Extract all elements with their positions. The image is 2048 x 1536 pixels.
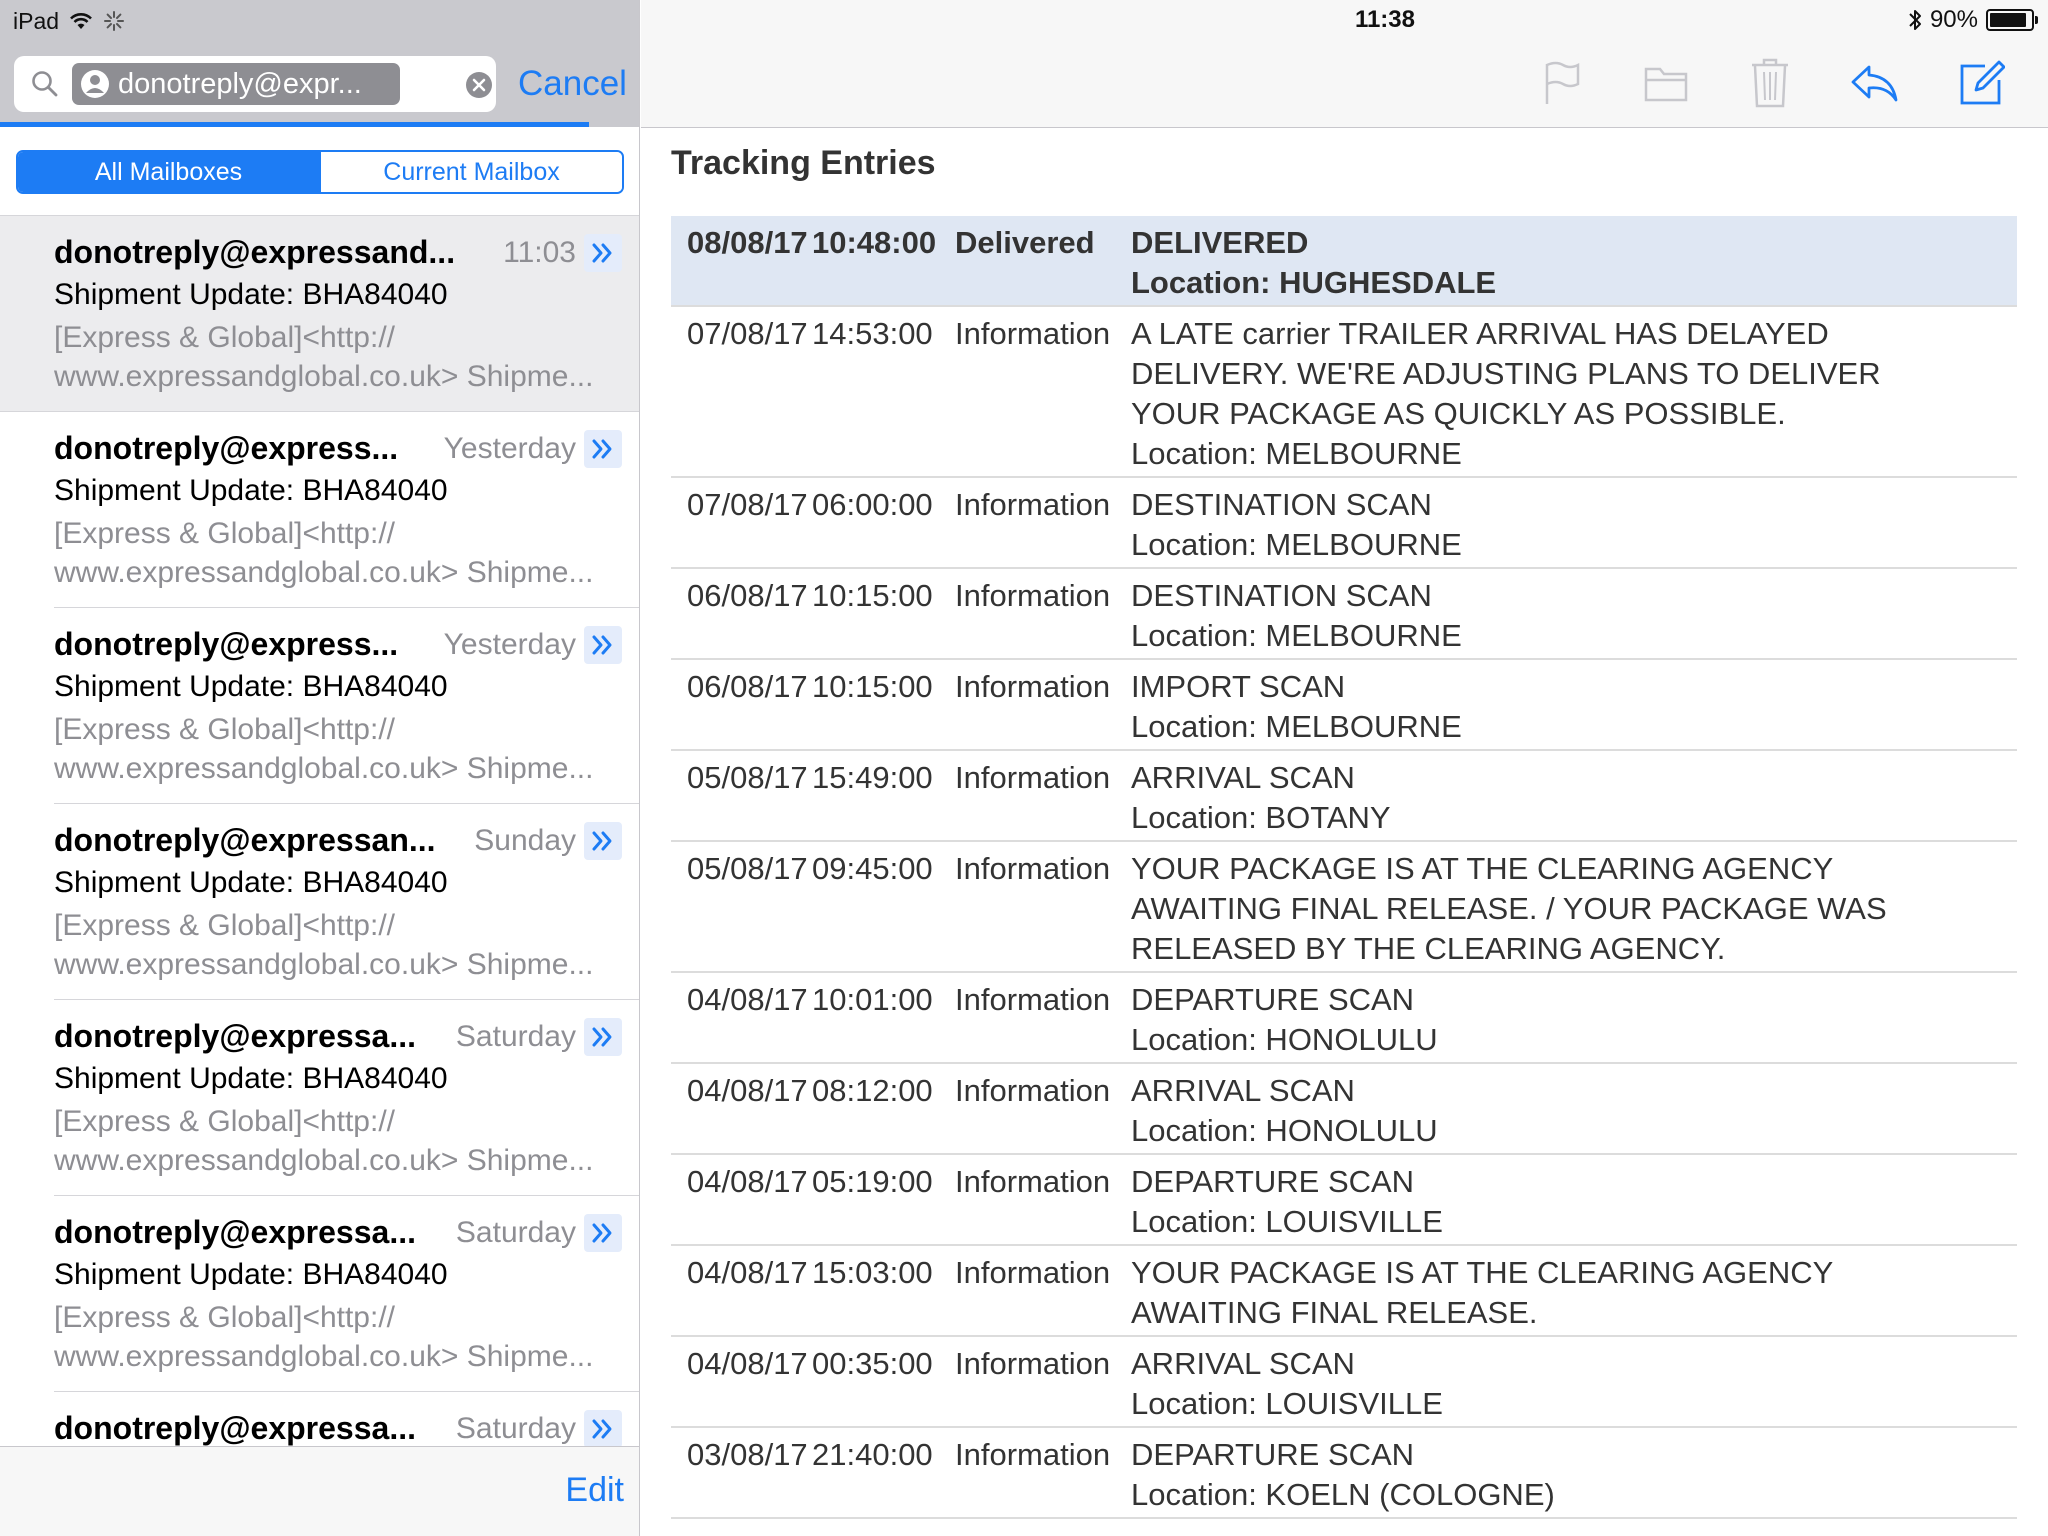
mail-date: Saturday bbox=[455, 1216, 576, 1249]
mail-list-item[interactable] bbox=[0, 804, 640, 1000]
mail-preview bbox=[54, 906, 614, 984]
mail-list-item[interactable] bbox=[0, 1196, 640, 1392]
tracking-row bbox=[671, 1154, 2017, 1245]
tracking-description-line: DESTINATION SCAN bbox=[1131, 578, 1432, 613]
mail-subject: Shipment Update: BHA84040 bbox=[54, 278, 448, 311]
tracking-table bbox=[671, 216, 2017, 1519]
tracking-status: Information bbox=[955, 851, 1111, 886]
tracking-time: 21:40:00 bbox=[812, 1437, 933, 1472]
tracking-row bbox=[671, 659, 2017, 750]
tracking-description-line: Location: HONOLULU bbox=[1131, 1113, 1438, 1148]
mail-date: Yesterday bbox=[443, 628, 576, 661]
flag-icon bbox=[1542, 60, 1582, 106]
tracking-time: 15:49:00 bbox=[812, 760, 933, 795]
mail-date: 11:03 bbox=[503, 236, 576, 269]
tracking-description-line: Location: MELBOURNE bbox=[1131, 436, 1462, 471]
trash-icon bbox=[1750, 58, 1790, 108]
tracking-status: Information bbox=[955, 487, 1111, 522]
activity-spinner-icon bbox=[103, 10, 125, 32]
wifi-icon bbox=[69, 12, 93, 30]
tracking-description-line: AWAITING FINAL RELEASE. bbox=[1131, 1295, 1538, 1330]
tracking-date: 04/08/17 bbox=[687, 1346, 808, 1381]
mail-preview bbox=[54, 318, 614, 396]
mail-preview-line: [Express & Global]<http:// bbox=[54, 321, 396, 354]
tracking-description-line: YOUR PACKAGE IS AT THE CLEARING AGENCY bbox=[1131, 851, 1834, 886]
tracking-description bbox=[1131, 568, 2017, 659]
mail-sender: donotreply@expressand... bbox=[54, 234, 456, 270]
reply-icon bbox=[1849, 63, 1899, 103]
tracking-row bbox=[671, 477, 2017, 568]
mail-preview-line: www.expressandglobal.co.uk> Shipme... bbox=[54, 1340, 594, 1373]
mail-preview-line: [Express & Global]<http:// bbox=[54, 517, 396, 550]
tracking-status: Information bbox=[955, 316, 1111, 351]
move-button[interactable] bbox=[1639, 56, 1693, 110]
tracking-date: 06/08/17 bbox=[687, 578, 808, 613]
mail-preview-line: www.expressandglobal.co.uk> Shipme... bbox=[54, 948, 594, 981]
thread-chevron-icon[interactable] bbox=[584, 234, 622, 272]
mail-preview-line: [Express & Global]<http:// bbox=[54, 713, 396, 746]
tracking-description-line: RELEASED BY THE CLEARING AGENCY. bbox=[1131, 931, 1726, 966]
mail-sender: donotreply@expressan... bbox=[54, 822, 436, 858]
tracking-time: 10:01:00 bbox=[812, 982, 933, 1017]
bluetooth-icon bbox=[1908, 8, 1922, 32]
mail-sender: donotreply@express... bbox=[54, 430, 399, 466]
double-chevron-icon bbox=[591, 1222, 615, 1244]
mail-sender: donotreply@expressa... bbox=[54, 1410, 416, 1446]
tracking-time: 09:45:00 bbox=[812, 851, 933, 886]
tracking-date: 03/08/17 bbox=[687, 1437, 808, 1472]
tracking-status: Information bbox=[955, 982, 1111, 1017]
tracking-time: 05:19:00 bbox=[812, 1164, 933, 1199]
scope-current-mailbox[interactable]: Current Mailbox bbox=[319, 152, 622, 192]
tracking-description-line: DESTINATION SCAN bbox=[1131, 487, 1432, 522]
tracking-description-line: Location: HUGHESDALE bbox=[1131, 265, 1497, 300]
cancel-button[interactable]: Cancel bbox=[518, 64, 627, 103]
tracking-description bbox=[1131, 1063, 2017, 1154]
tracking-description bbox=[1131, 477, 2017, 568]
mail-sender: donotreply@expressa... bbox=[54, 1018, 416, 1054]
tracking-description bbox=[1131, 841, 2017, 972]
mail-subject: Shipment Update: BHA84040 bbox=[54, 474, 448, 507]
reply-button[interactable] bbox=[1847, 56, 1901, 110]
trash-button[interactable] bbox=[1743, 56, 1797, 110]
battery-level bbox=[1990, 13, 2026, 27]
mail-sender: donotreply@express... bbox=[54, 626, 399, 662]
mail-preview bbox=[54, 514, 614, 592]
tracking-status: Information bbox=[955, 1346, 1111, 1381]
tracking-description-line: ARRIVAL SCAN bbox=[1131, 760, 1355, 795]
double-chevron-icon bbox=[591, 438, 615, 460]
tracking-time: 08:12:00 bbox=[812, 1073, 933, 1108]
mail-preview-line: www.expressandglobal.co.uk> Shipme... bbox=[54, 1144, 594, 1177]
tracking-description-line: DEPARTURE SCAN bbox=[1131, 1437, 1415, 1472]
mail-list bbox=[0, 216, 640, 1446]
thread-chevron-icon[interactable] bbox=[584, 626, 622, 664]
mail-list-item[interactable] bbox=[0, 412, 640, 608]
mail-date: Sunday bbox=[474, 824, 576, 857]
mail-subject: Shipment Update: BHA84040 bbox=[54, 866, 448, 899]
mail-preview-line: [Express & Global]<http:// bbox=[54, 1301, 396, 1334]
mail-subject: Shipment Update: BHA84040 bbox=[54, 1062, 448, 1095]
tracking-row bbox=[671, 216, 2017, 306]
battery-percent: 90% bbox=[1929, 6, 1978, 33]
tracking-description bbox=[1131, 1427, 2017, 1518]
tracking-description-line: YOUR PACKAGE IS AT THE CLEARING AGENCY bbox=[1131, 1255, 1834, 1290]
tracking-description-line: Location: LOUISVILLE bbox=[1131, 1386, 1443, 1421]
device-label: iPad bbox=[13, 7, 60, 34]
tracking-row bbox=[671, 1063, 2017, 1154]
tracking-description bbox=[1131, 216, 2017, 306]
flag-button[interactable] bbox=[1535, 56, 1589, 110]
thread-chevron-icon[interactable] bbox=[584, 1214, 622, 1252]
mail-preview-line: www.expressandglobal.co.uk> Shipme... bbox=[54, 360, 594, 393]
tracking-description-line: Location: MELBOURNE bbox=[1131, 709, 1462, 744]
tracking-date: 07/08/17 bbox=[687, 487, 808, 522]
tracking-row bbox=[671, 306, 2017, 477]
mail-preview bbox=[54, 1102, 614, 1180]
content-heading: Tracking Entries bbox=[671, 144, 936, 182]
tracking-description-line: AWAITING FINAL RELEASE. / YOUR PACKAGE WAS bbox=[1131, 891, 1887, 926]
compose-button[interactable] bbox=[1955, 56, 2009, 110]
tracking-time: 14:53:00 bbox=[812, 316, 933, 351]
tracking-description-line: Location: MELBOURNE bbox=[1131, 527, 1462, 562]
mail-sender: donotreply@expressa... bbox=[54, 1214, 416, 1250]
thread-chevron-icon[interactable] bbox=[584, 1018, 622, 1056]
tracking-status: Information bbox=[955, 1164, 1111, 1199]
tracking-time: 06:00:00 bbox=[812, 487, 933, 522]
tracking-description-line: Location: HONOLULU bbox=[1131, 1022, 1438, 1057]
tracking-row bbox=[671, 1336, 2017, 1427]
tracking-time: 10:48:00 bbox=[812, 225, 937, 260]
mail-list-item[interactable] bbox=[0, 1000, 640, 1196]
tracking-time: 10:15:00 bbox=[812, 669, 933, 704]
tracking-row bbox=[671, 1245, 2017, 1336]
tracking-description-line: Location: BOTANY bbox=[1131, 800, 1391, 835]
mail-preview bbox=[54, 1298, 614, 1376]
message-toolbar bbox=[641, 0, 2048, 128]
tracking-date: 06/08/17 bbox=[687, 669, 808, 704]
tracking-row bbox=[671, 750, 2017, 841]
mail-preview-line: www.expressandglobal.co.uk> Shipme... bbox=[54, 752, 594, 785]
tracking-date: 04/08/17 bbox=[687, 1073, 808, 1108]
tracking-date: 04/08/17 bbox=[687, 1255, 808, 1290]
tracking-description bbox=[1131, 1245, 2017, 1336]
mail-list-item[interactable] bbox=[0, 608, 640, 804]
mail-list-item[interactable] bbox=[0, 1392, 640, 1446]
tracking-description-line: Location: LOUISVILLE bbox=[1131, 1204, 1443, 1239]
scope-all-mailboxes[interactable]: All Mailboxes bbox=[18, 152, 319, 192]
tracking-date: 08/08/17 bbox=[687, 225, 808, 260]
thread-chevron-icon[interactable] bbox=[584, 1410, 622, 1446]
search-token-label: donotreply@expr... bbox=[118, 67, 362, 100]
mail-list-item[interactable] bbox=[0, 216, 640, 412]
message-pane bbox=[641, 0, 2048, 1536]
tracking-description-line: DELIVERY. WE'RE ADJUSTING PLANS TO DELIVER bbox=[1131, 356, 1881, 391]
tracking-description-line: ARRIVAL SCAN bbox=[1131, 1073, 1355, 1108]
edit-button[interactable]: Edit bbox=[565, 1471, 624, 1509]
tracking-status: Information bbox=[955, 760, 1111, 795]
double-chevron-icon bbox=[591, 242, 615, 264]
double-chevron-icon bbox=[591, 1026, 615, 1048]
tracking-status: Information bbox=[955, 669, 1111, 704]
double-chevron-icon bbox=[591, 634, 615, 656]
tracking-description bbox=[1131, 972, 2017, 1063]
double-chevron-icon bbox=[591, 830, 615, 852]
battery-icon bbox=[1986, 9, 2034, 31]
folder-icon bbox=[1643, 63, 1689, 103]
tracking-status: Delivered bbox=[955, 225, 1095, 260]
tracking-description bbox=[1131, 1336, 2017, 1427]
tracking-description-line: IMPORT SCAN bbox=[1131, 669, 1346, 704]
mail-date: Saturday bbox=[455, 1412, 576, 1445]
search-icon bbox=[31, 70, 59, 98]
search-header bbox=[0, 0, 640, 127]
mail-date: Saturday bbox=[455, 1020, 576, 1053]
person-icon bbox=[80, 69, 110, 99]
tracking-date: 05/08/17 bbox=[687, 760, 808, 795]
double-chevron-icon bbox=[591, 1418, 615, 1440]
tracking-description bbox=[1131, 750, 2017, 841]
tracking-description-line: Location: MELBOURNE bbox=[1131, 618, 1462, 653]
status-time: 11:38 bbox=[1354, 6, 1415, 33]
mail-list-pane bbox=[0, 0, 640, 1536]
tracking-description bbox=[1131, 659, 2017, 750]
tracking-description bbox=[1131, 1154, 2017, 1245]
search-token[interactable] bbox=[72, 63, 400, 105]
mail-preview-line: [Express & Global]<http:// bbox=[54, 1105, 396, 1138]
tracking-date: 05/08/17 bbox=[687, 851, 808, 886]
clear-icon[interactable] bbox=[465, 71, 493, 99]
tracking-row bbox=[671, 568, 2017, 659]
tracking-description-line: ARRIVAL SCAN bbox=[1131, 1346, 1355, 1381]
mail-subject: Shipment Update: BHA84040 bbox=[54, 670, 448, 703]
tracking-status: Information bbox=[955, 1255, 1111, 1290]
tracking-description-line: DELIVERED bbox=[1131, 225, 1309, 260]
mail-date: Yesterday bbox=[443, 432, 576, 465]
tracking-row bbox=[671, 841, 2017, 972]
status-bar-right bbox=[1908, 6, 2034, 34]
tracking-description bbox=[1131, 306, 2017, 477]
bottom-toolbar bbox=[0, 1446, 640, 1536]
search-progress-bar bbox=[0, 122, 640, 127]
tracking-date: 07/08/17 bbox=[687, 316, 808, 351]
compose-icon bbox=[1959, 60, 2005, 106]
tracking-time: 10:15:00 bbox=[812, 578, 933, 613]
tracking-description-line: A LATE carrier TRAILER ARRIVAL HAS DELAYED bbox=[1131, 316, 1829, 351]
search-progress-fill bbox=[0, 122, 589, 127]
tracking-date: 04/08/17 bbox=[687, 1164, 808, 1199]
search-scope-control bbox=[16, 150, 624, 194]
tracking-description-line: YOUR PACKAGE AS QUICKLY AS POSSIBLE. bbox=[1131, 396, 1786, 431]
mail-preview bbox=[54, 710, 614, 788]
thread-chevron-icon[interactable] bbox=[584, 822, 622, 860]
tracking-status: Information bbox=[955, 578, 1111, 613]
tracking-description-line: DEPARTURE SCAN bbox=[1131, 982, 1415, 1017]
tracking-time: 15:03:00 bbox=[812, 1255, 933, 1290]
tracking-time: 00:35:00 bbox=[812, 1346, 933, 1381]
mail-preview-line: [Express & Global]<http:// bbox=[54, 909, 396, 942]
tracking-date: 04/08/17 bbox=[687, 982, 808, 1017]
tracking-row bbox=[671, 1427, 2017, 1518]
status-bar-left bbox=[13, 8, 125, 34]
thread-chevron-icon[interactable] bbox=[584, 430, 622, 468]
search-input[interactable] bbox=[14, 56, 496, 112]
mail-preview-line: www.expressandglobal.co.uk> Shipme... bbox=[54, 556, 594, 589]
tracking-status: Information bbox=[955, 1437, 1111, 1472]
tracking-description-line: DEPARTURE SCAN bbox=[1131, 1164, 1415, 1199]
tracking-description-line: Location: KOELN (COLOGNE) bbox=[1131, 1477, 1555, 1512]
tracking-row bbox=[671, 972, 2017, 1063]
tracking-status: Information bbox=[955, 1073, 1111, 1108]
mail-subject: Shipment Update: BHA84040 bbox=[54, 1258, 448, 1291]
